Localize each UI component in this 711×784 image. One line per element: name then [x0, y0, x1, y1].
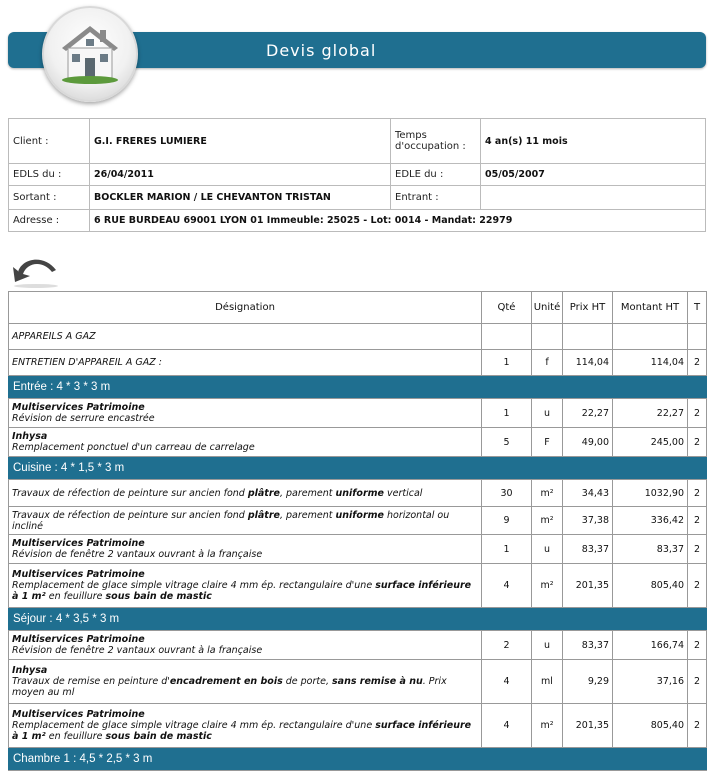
- table-row: Multiservices Patrimoine Remplacement de glace simple vitrage claire 4 mm ép. rectangulaire d'une surface inférieure à 1 m² en feuillure sous bain de mastic 4 m² 201,35 805,40 2: [9, 564, 707, 608]
- edle-value: 05/05/2007: [481, 164, 706, 186]
- table-row: Inhysa Travaux de remise en peinture d'encadrement en bois de porte, sans remise à nu. Prix moyen au ml 4 ml 9,29 37,16 2: [9, 660, 707, 704]
- header-t: T: [688, 292, 707, 324]
- table-row: Inhysa Remplacement ponctuel d'un carreau de carrelage 5 F 49,00 245,00 2: [9, 428, 707, 457]
- header-qte: Qté: [482, 292, 532, 324]
- table-row: Multiservices Patrimoine Remplacement de glace simple vitrage claire 4 mm ép. rectangulaire d'une surface inférieure à 1 m² en feuillure sous bain de mastic 4 m² 201,35 805,40 2: [9, 704, 707, 748]
- sortant-value: BOCKLER MARION / LE CHEVANTON TRISTAN: [90, 186, 391, 210]
- header-designation: Désignation: [9, 292, 482, 324]
- undo-arrow-icon[interactable]: [10, 250, 60, 293]
- edls-label: EDLS du :: [9, 164, 90, 186]
- page-title: Devis global: [266, 41, 377, 60]
- table-row: Travaux de réfection de peinture sur ancien fond plâtre, parement uniforme vertical 30 m² 34,43 1032,90 2: [9, 480, 707, 507]
- table-header: [9, 292, 707, 324]
- edls-value: 26/04/2011: [90, 164, 391, 186]
- quote-table: [8, 291, 707, 771]
- adresse-value: 6 RUE BURDEAU 69001 LYON 01 Immeuble: 25025 - Lot: 0014 - Mandat: 22979: [90, 210, 706, 232]
- section-sejour: Séjour : 4 * 3,5 * 3 m: [9, 608, 707, 631]
- header-montant: Montant HT: [613, 292, 688, 324]
- client-label: Client :: [9, 119, 90, 164]
- edle-label: EDLE du :: [391, 164, 481, 186]
- section-chambre1: Chambre 1 : 4,5 * 2,5 * 3 m: [9, 748, 707, 771]
- gaz-title: APPAREILS A GAZ: [9, 324, 482, 350]
- table-row: Multiservices Patrimoine Révision de serrure encastrée 1 u 22,27 22,27 2: [9, 399, 707, 428]
- table-row: ENTRETIEN D'APPAREIL A GAZ : 1 f 114,04 114,04 2: [9, 350, 707, 376]
- table-row: Travaux de réfection de peinture sur ancien fond plâtre, parement uniforme horizontal ou incliné 9 m² 37,38 336,42 2: [9, 507, 707, 535]
- client-value: G.I. FRERES LUMIERE: [90, 119, 391, 164]
- header-unite: Unité: [532, 292, 563, 324]
- adresse-label: Adresse :: [9, 210, 90, 232]
- house-icon: [42, 6, 138, 102]
- occupation-label: Temps d'occupation :: [391, 119, 481, 164]
- table-row: [9, 324, 707, 350]
- header-prix: Prix HT: [563, 292, 613, 324]
- sortant-label: Sortant :: [9, 186, 90, 210]
- table-row: Multiservices Patrimoine Révision de fenêtre 2 vantaux ouvrant à la française 2 u 83,37 166,74 2: [9, 631, 707, 660]
- section-cuisine: Cuisine : 4 * 1,5 * 3 m: [9, 457, 707, 480]
- entrant-label: Entrant :: [391, 186, 481, 210]
- occupation-value: 4 an(s) 11 mois: [481, 119, 706, 164]
- info-table: [8, 118, 706, 232]
- table-row: Multiservices Patrimoine Révision de fenêtre 2 vantaux ouvrant à la française 1 u 83,37 83,37 2: [9, 535, 707, 564]
- entrant-value: [481, 186, 706, 210]
- section-entree: Entrée : 4 * 3 * 3 m: [9, 376, 707, 399]
